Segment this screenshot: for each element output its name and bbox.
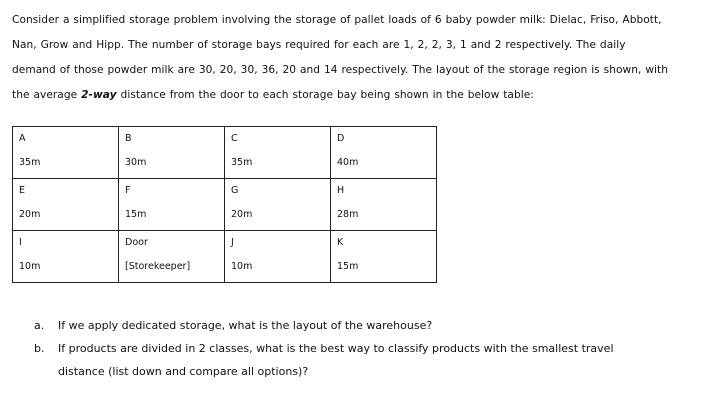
intro-line-3: demand of those powder milk are 30, 20, 30, 36, 20 and 14 respectively. The layout of the storage region is shown, with <box>12 64 669 76</box>
table-row <box>13 127 437 179</box>
bay-label: D <box>337 133 345 144</box>
question-list <box>34 314 684 383</box>
bay-label: G <box>231 185 239 196</box>
bay-cell-d <box>331 127 437 179</box>
question-text-line: If products are divided in 2 classes, what is the best way to classify products with the smallest travel <box>58 342 614 355</box>
question-marker: a. <box>34 319 45 332</box>
bay-distance: 28m <box>337 209 359 220</box>
door-label: Door <box>125 237 148 248</box>
bay-distance: 35m <box>231 157 253 168</box>
door-cell <box>119 231 225 283</box>
bay-distance: 15m <box>125 209 147 220</box>
question-text-line: distance (list down and compare all options)? <box>58 365 309 378</box>
storekeeper-label: [Storekeeper] <box>125 261 191 272</box>
bay-cell-k <box>331 231 437 283</box>
bay-distance: 10m <box>19 261 41 272</box>
bay-label: I <box>19 237 22 248</box>
bay-cell-i <box>13 231 119 283</box>
storage-layout-table <box>12 126 437 283</box>
bay-cell-f <box>119 179 225 231</box>
table-row <box>13 231 437 283</box>
bay-distance: 30m <box>125 157 147 168</box>
bay-cell-e <box>13 179 119 231</box>
question-a <box>34 314 684 337</box>
bay-cell-c <box>225 127 331 179</box>
bay-distance: 20m <box>19 209 41 220</box>
intro-line-4 <box>12 83 692 108</box>
bay-label: E <box>19 185 26 196</box>
bay-label: B <box>125 133 132 144</box>
bay-label: J <box>231 237 234 248</box>
bay-cell-g <box>225 179 331 231</box>
intro-line-4-start: the average <box>12 89 82 101</box>
bay-distance: 10m <box>231 261 253 272</box>
problem-statement <box>12 8 692 108</box>
table-row <box>13 179 437 231</box>
bay-distance: 40m <box>337 157 359 168</box>
question-marker: b. <box>34 342 45 355</box>
question-b <box>34 337 684 383</box>
two-way-emphasis: 2-way <box>81 89 117 101</box>
intro-line-2: Nan, Grow and Hipp. The number of storage bays required for each are 1, 2, 2, 3, 1 and 2 respectively. The daily <box>12 39 626 51</box>
bay-distance: 35m <box>19 157 41 168</box>
bay-cell-b <box>119 127 225 179</box>
bay-label: A <box>19 133 26 144</box>
question-text-line: If we apply dedicated storage, what is the layout of the warehouse? <box>58 319 433 332</box>
bay-cell-j <box>225 231 331 283</box>
bay-label: H <box>337 185 345 196</box>
bay-label: F <box>125 185 131 196</box>
bay-cell-a <box>13 127 119 179</box>
bay-cell-h <box>331 179 437 231</box>
bay-label: C <box>231 133 238 144</box>
bay-distance: 20m <box>231 209 253 220</box>
bay-distance: 15m <box>337 261 359 272</box>
intro-line-1: Consider a simplified storage problem involving the storage of pallet loads of 6 baby powder milk: Dielac, Friso, Abbott, <box>12 14 662 26</box>
bay-label: K <box>337 237 344 248</box>
intro-line-4-end: distance from the door to each storage bay being shown in the below table: <box>116 89 534 101</box>
